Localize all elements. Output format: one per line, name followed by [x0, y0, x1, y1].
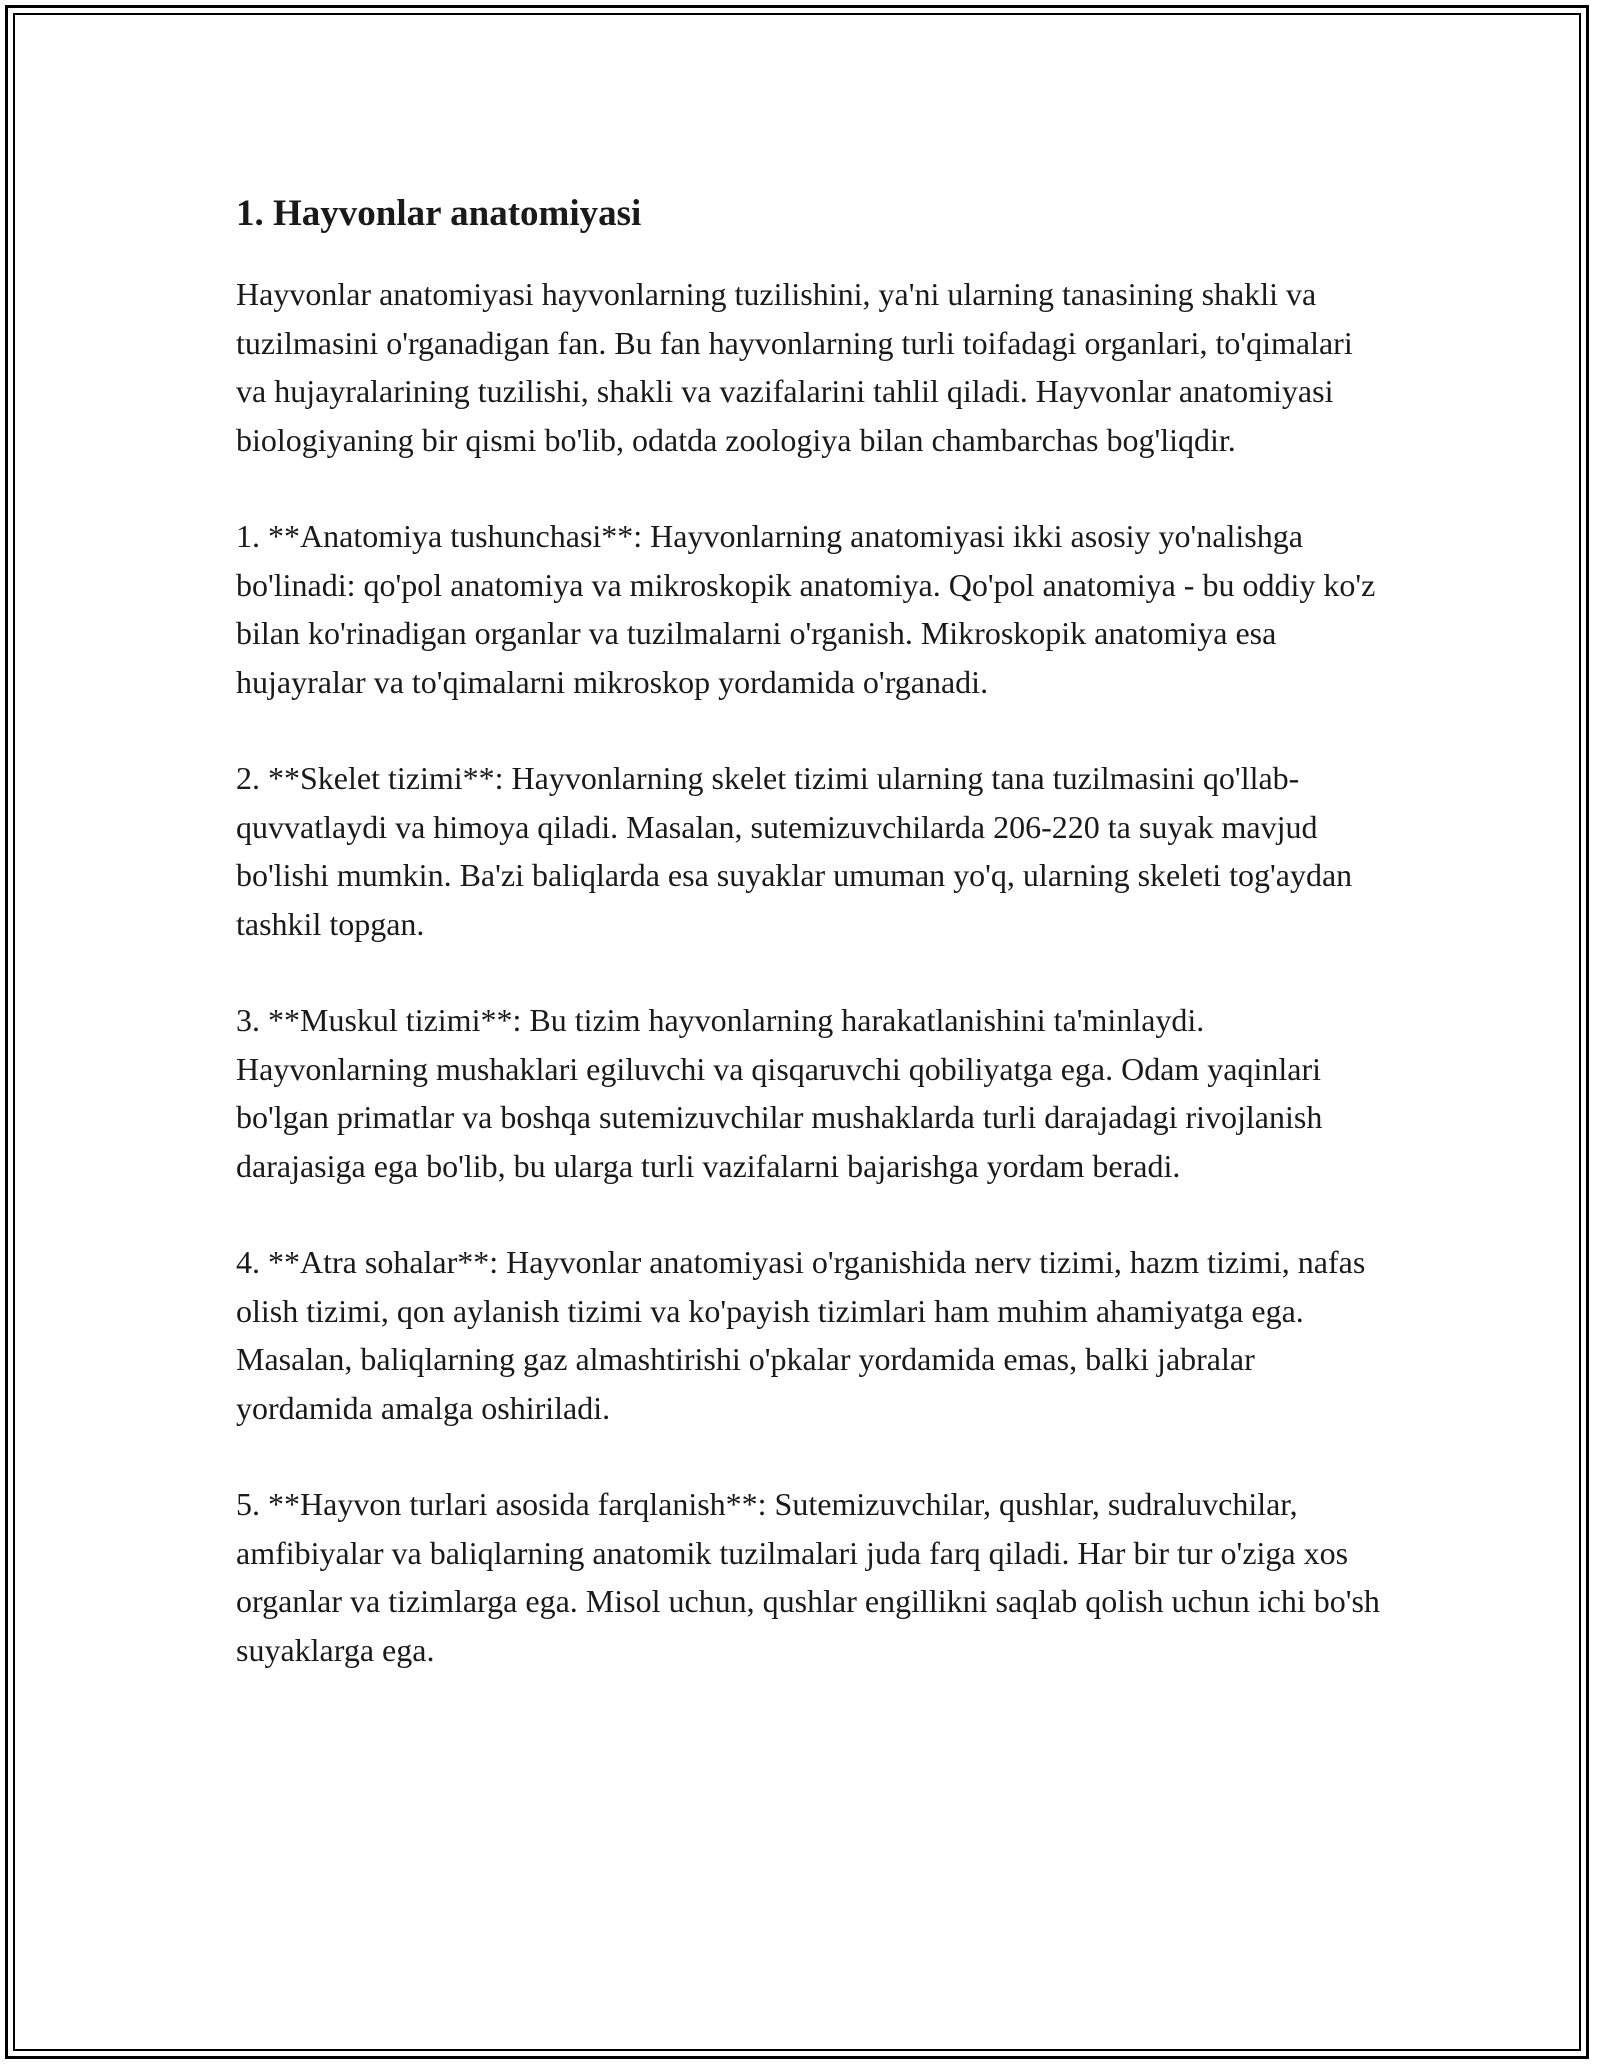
paragraph-muscular-system: 3. **Muskul tizimi**: Bu tizim hayvonlarning harakatlanishini ta'minlaydi. Hayvonlarning mushaklari egiluvchi va qisqaruvchi qobiliyatga ega. Odam yaqinlari bo'lgan primatlar va boshqa sutemizuvchilar mushaklarda turli darajadagi rivojlanish darajasiga ega bo'lib, bu ularga turli vazifalarni bajarishga yordam beradi.	[236, 1002, 1323, 1184]
paragraph-anatomy-concept: 1. **Anatomiya tushunchasi**: Hayvonlarning anatomiyasi ikki asosiy yo'nalishga bo'linadi: qo'pol anatomiya va mikroskopik anatomiya. Qo'pol anatomiya - bu oddiy ko'z bilan ko'rinadigan organlar va tuzilmalarni o'rganish. Mikroskopik anatomiya esa hujayralar va to'qimalarni mikroskop yordamida o'rganadi.	[236, 518, 1376, 700]
intro-paragraph: Hayvonlar anatomiyasi hayvonlarning tuzilishini, ya'ni ularning tanasining shakli va tuzilmasini o'rganadigan fan. Bu fan hayvonlarning turli toifadagi organlari, to'qimalari va hujayralarining tuzilishi, shakli va vazifalarini tahlil qiladi. Hayvonlar anatomiyasi biologiyaning bir qismi bo'lib, odatda zoologiya bilan chambarchas bog'liqdir.	[236, 276, 1353, 458]
document-body	[236, 186, 1386, 1722]
paragraph-other-systems: 4. **Atra sohalar**: Hayvonlar anatomiyasi o'rganishida nerv tizimi, hazm tizimi, nafas olish tizimi, qon aylanish tizimi va ko'payish tizimlari ham muhim ahamiyatga ega. Masalan, baliqlarning gaz almashtirishi o'pkalar yordamida emas, balki jabralar yordamida amalga oshiriladi.	[236, 1244, 1366, 1426]
document-title: 1. Hayvonlar anatomiyasi	[236, 193, 642, 234]
paragraph-species-differences: 5. **Hayvon turlari asosida farqlanish**: Sutemizuvchilar, qushlar, sudraluvchilar, amfibiyalar va baliqlarning anatomik tuzilmalari juda farq qiladi. Har bir tur o'ziga xos organlar va tizimlarga ega. Misol uchun, qushlar engillikni saqlab qolish uchun ichi bo'sh suyaklarga ega.	[236, 1486, 1380, 1668]
paragraph-skeletal-system: 2. **Skelet tizimi**: Hayvonlarning skelet tizimi ularning tana tuzilmasini qo'llab-quvvatlaydi va himoya qiladi. Masalan, sutemizuvchilarda 206-220 ta suyak mavjud bo'lishi mumkin. Ba'zi baliqlarda esa suyaklar umuman yo'q, ularning skeleti tog'aydan tashkil topgan.	[236, 760, 1353, 942]
